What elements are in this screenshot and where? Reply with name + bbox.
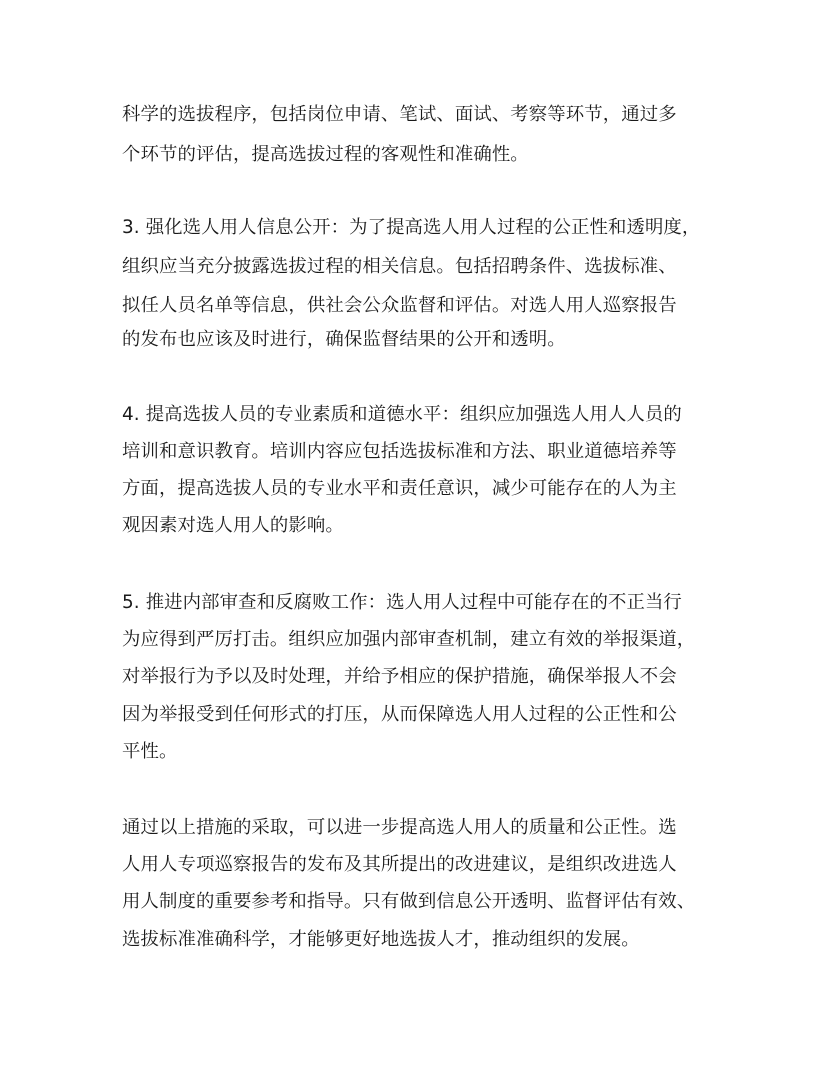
text-line: 因为举报受到任何形式的打压，从而保障选人用人过程的公正性和公: [122, 704, 677, 725]
text-line: 对举报行为予以及时处理，并给予相应的保护措施，确保举报人不会: [122, 666, 677, 687]
text-line: 组织应当充分披露选拔过程的相关信息。包括招聘条件、选拔标准、: [122, 256, 677, 277]
text-line: 拟任人员名单等信息，供社会公众监督和评估。对选人用人巡察报告: [122, 295, 677, 316]
text-line: 人用人专项巡察报告的发布及其所提出的改进建议，是组织改进选人: [122, 854, 677, 875]
text-line: 观因素对选人用人的影响。: [122, 515, 344, 536]
text-line: 通过以上措施的采取，可以进一步提高选人用人的质量和公正性。选: [122, 817, 677, 838]
text-line: 3. 强化选人用人信息公开：为了提高选人用人过程的公正性和透明度，: [122, 217, 701, 238]
text-line: 5. 推进内部审查和反腐败工作：选人用人过程中可能存在的不正当行: [122, 592, 682, 613]
text-line: 选拔标准准确科学，才能够更好地选拔人才，推动组织的发展。: [122, 929, 640, 950]
text-line: 个环节的评估，提高选拔过程的客观性和准确性。: [122, 144, 529, 165]
text-line: 的发布也应该及时进行，确保监督结果的公开和透明。: [122, 329, 566, 350]
text-line: 平性。: [122, 741, 178, 762]
text-line: 科学的选拔程序，包括岗位申请、笔试、面试、考察等环节，通过多: [122, 104, 677, 125]
text-line: 方面，提高选拔人员的专业水平和责任意识，减少可能存在的人为主: [122, 478, 677, 499]
text-line: 为应得到严厉打击。组织应加强内部审查机制，建立有效的举报渠道，: [122, 629, 696, 650]
text-line: 培训和意识教育。培训内容应包括选拔标准和方法、职业道德培养等: [122, 441, 677, 462]
text-line: 4. 提高选拔人员的专业素质和道德水平：组织应加强选人用人人员的: [122, 404, 682, 425]
text-line: 用人制度的重要参考和指导。只有做到信息公开透明、监督评估有效、: [122, 891, 696, 912]
